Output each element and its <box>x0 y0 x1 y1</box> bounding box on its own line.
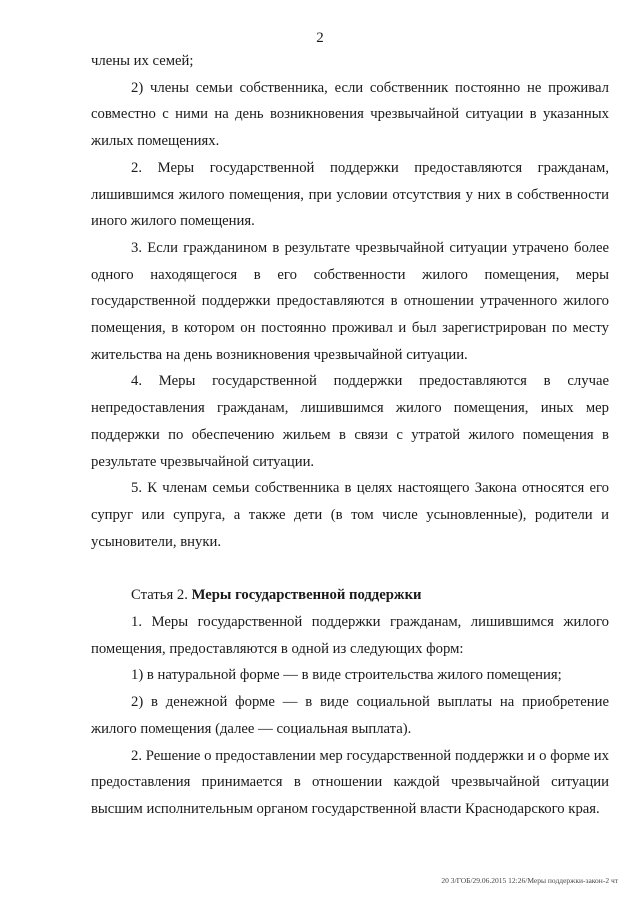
section-spacer <box>91 555 609 582</box>
article-title: Меры государственной поддержки <box>191 587 422 604</box>
paragraph: 5. К членам семьи собственника в целях настоящего Закона относятся его супруг или супруга, а также дети (в том числе усыновленные), родители и усыновители, внуки. <box>91 480 609 550</box>
article-prefix: Статья 2. <box>131 587 188 604</box>
page-number: 2 <box>316 30 324 46</box>
paragraph: 2. Меры государственной поддержки предоставляются гражданам, лишившимся жилого помещения, при условии отсутствия у них в собственности иного жилого помещения. <box>91 159 609 230</box>
paragraph: 2) члены семьи собственника, если собственник постоянно не проживал совместно с ними на день возникновения чрезвычайной ситуации в указанных жилых помещениях. <box>91 79 609 150</box>
paragraph: 2) в денежной форме — в виде социальной выплаты на приобретение жилого помещения (далее — социальная выплата). <box>91 694 609 737</box>
paragraph: 3. Если гражданином в результате чрезвычайной ситуации утрачено более одного находящегося в его собственности жилого помещения, меры государственной поддержки предоставляются в отношении утраченного жилого помещения, в котором он постоянно проживал и был зарегистрирован по месту жительства на день возникновения чрезвычайной ситуации. <box>91 239 609 363</box>
paragraph: члены их семей; <box>91 53 194 69</box>
paragraph: 1) в натуральной форме — в виде строительства жилого помещения; <box>131 667 562 684</box>
document-body <box>91 48 609 823</box>
article-heading <box>91 582 609 609</box>
footer-doc-id: 20 3/ГОБ/29.06.2015 12:26/Меры поддержки-закон-2 чт <box>441 876 618 885</box>
paragraph: 4. Меры государственной поддержки предоставляются в случае непредоставления гражданам, лишившимся жилого помещения, иных мер поддержки по обеспечению жильем в связи с утратой жилого помещения в результате чрезвычайной ситуации. <box>91 373 609 470</box>
paragraph: 2. Решение о предоставлении мер государственной поддержки и о форме их предоставления принимается в отношении каждой чрезвычайной ситуации высшим исполнительным органом государственной власти Краснодарского края. <box>91 747 609 817</box>
paragraph: 1. Меры государственной поддержки гражданам, лишившимся жилого помещения, предоставляются в одной из следующих форм: <box>91 614 609 657</box>
